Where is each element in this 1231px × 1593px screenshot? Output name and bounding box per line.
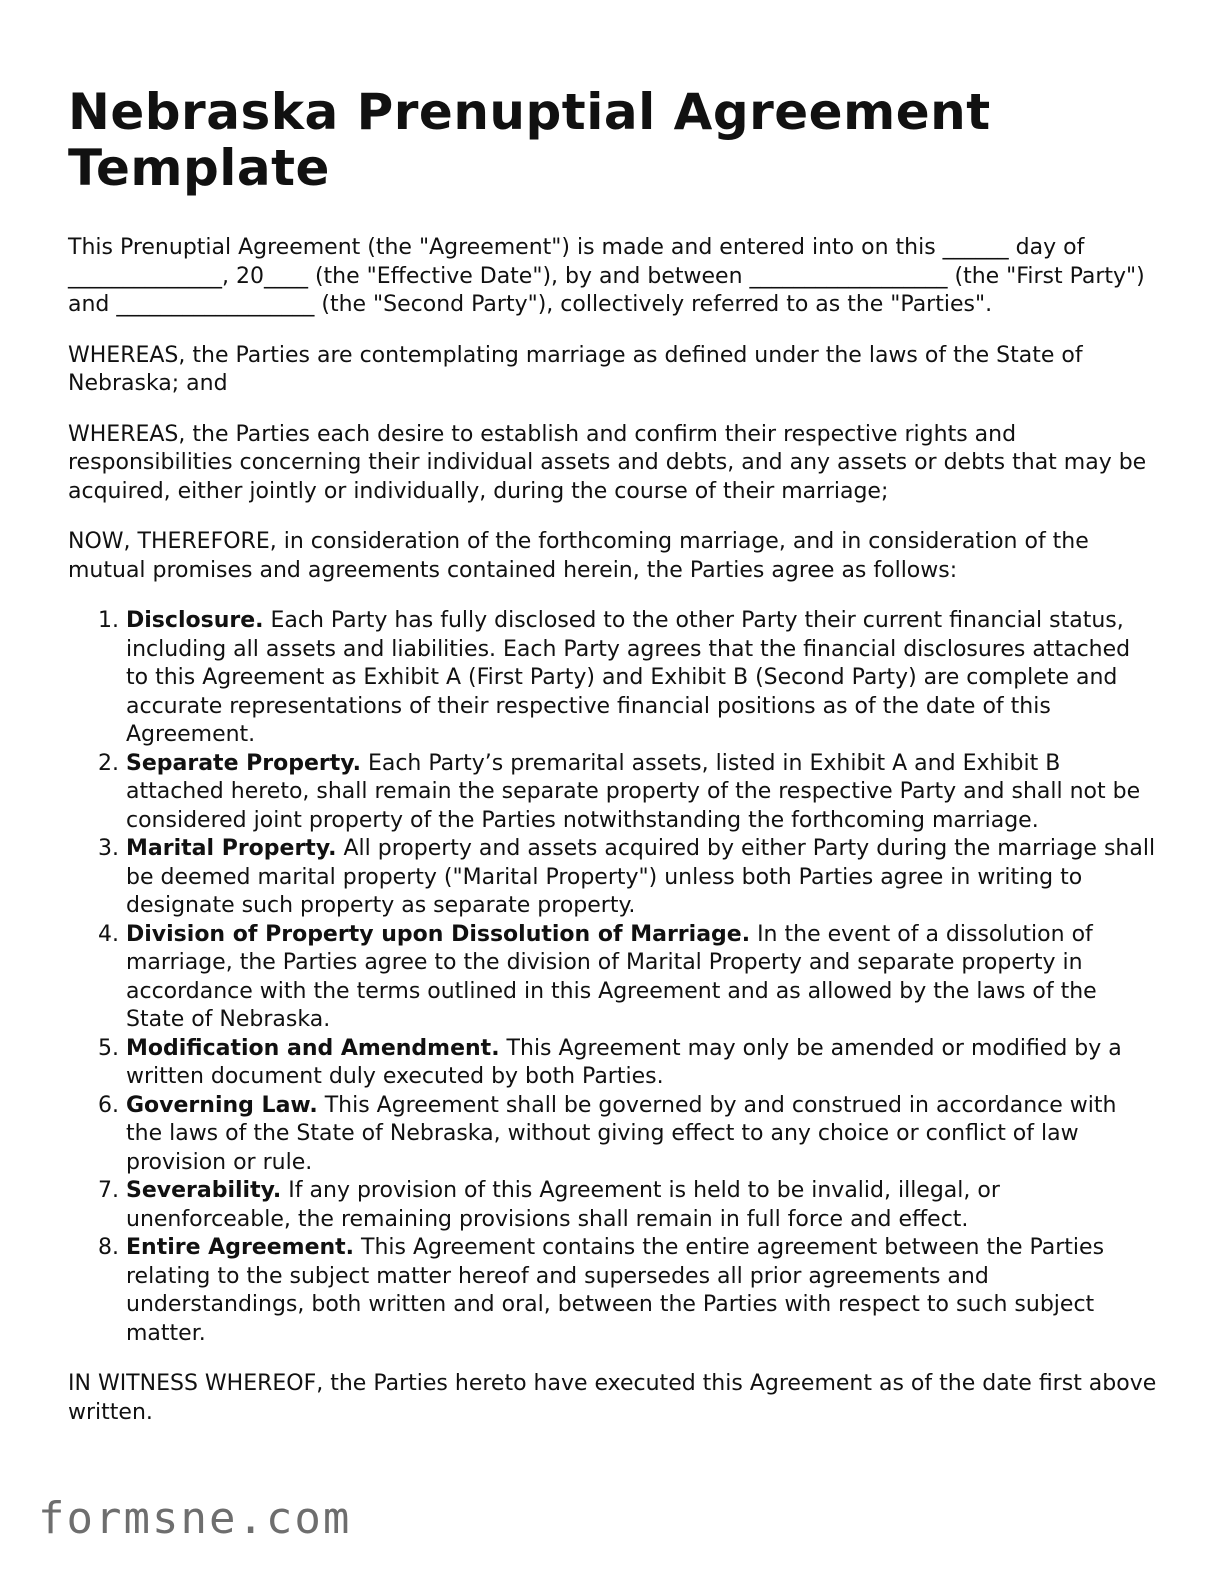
document-title: Nebraska Prenuptial Agreement Template (68, 83, 991, 197)
clause-text: In the event of a dissolution of marriage, the Parties agree to the division of Marital Property and separate property in accordance with the terms outlined in this Agreement and as allowed by the laws of the State of Nebraska. (126, 921, 1097, 1032)
clause-text: Each Party’s premarital assets, listed in Exhibit A and Exhibit B attached hereto, shall remain the separate property of the respective Party and shall not be considered joint property of the Parties notwithstanding the forthcoming marriage. (126, 750, 1141, 833)
clause-item (126, 750, 1158, 836)
clause-text: This Agreement shall be governed by and construed in accordance with the laws of the State of Nebraska, without giving effect to any choice or conflict of law provision or rule. (126, 1092, 1117, 1175)
clause-item (126, 1035, 1158, 1092)
clause-item (126, 1177, 1158, 1234)
clause-item (126, 607, 1158, 750)
clause-heading: Entire Agreement. (126, 1235, 355, 1260)
clause-text: This Agreement contains the entire agreement between the Parties relating to the subject matter hereof and supersedes all prior agreements and understandings, both written and oral, between the Parties with respect to such subject matter. (126, 1235, 1105, 1346)
clause-heading: Modification and Amendment. (126, 1035, 500, 1061)
clause-item (126, 921, 1158, 1035)
clause-item (126, 1092, 1158, 1178)
whereas-paragraph-2: WHEREAS, the Parties each desire to establish and confirm their respective rights and responsibilities concerning their individual assets and debts, and any assets or debts that may be acquired, either jointly or individually, during the course of their marriage; (68, 421, 1147, 504)
document-page (68, 84, 1158, 1449)
now-therefore-paragraph: NOW, THEREFORE, in consideration of the forthcoming marriage, and in consideration of the mutual promises and agreements contained herein, the Parties agree as follows: (68, 529, 1089, 583)
clause-text: All property and assets acquired by either Party during the marriage shall be deemed marital property ("Marital Property") unless both Parties agree in writing to designate such property as separate property. (126, 836, 1156, 918)
clause-item (126, 1234, 1158, 1348)
whereas-paragraph-1: WHEREAS, the Parties are contemplating marriage as defined under the laws of the State of Nebraska; and (68, 342, 1083, 396)
clause-heading: Separate Property. (126, 750, 361, 776)
watermark-text: formsne.com (38, 1493, 352, 1544)
clause-text: This Agreement may only be amended or modified by a written document duly executed by both Parties. (126, 1035, 1122, 1089)
clause-text: If any provision of this Agreement is held to be invalid, illegal, or unenforceable, the remaining provisions shall remain in full force and effect. (126, 1178, 1000, 1232)
clause-heading: Disclosure. (126, 608, 264, 633)
intro-paragraph: This Prenuptial Agreement (the "Agreement") is made and entered into on this ______ day of ______________, 20____ (the "Effective Date"), by and between __________________ (the "First Party") and __________________ (the "Second Party"), collectively referred to as the "Parties". (68, 235, 1145, 317)
clause-heading: Division of Property upon Dissolution of Marriage. (126, 921, 751, 947)
clause-heading: Marital Property. (126, 836, 337, 861)
clause-heading: Severability. (126, 1178, 282, 1203)
witness-paragraph: IN WITNESS WHEREOF, the Parties hereto have executed this Agreement as of the date first above written. (68, 1371, 1157, 1425)
clause-list (68, 607, 1158, 1348)
clause-heading: Governing Law. (126, 1092, 318, 1118)
clause-text: Each Party has fully disclosed to the other Party their current financial status, including all assets and liabilities. Each Party agrees that the financial disclosures attached to this Agreement as Exhibit A (First Party) and Exhibit B (Second Party) are complete and accurate representations of their respective financial positions as of the date of this Agreement. (126, 608, 1131, 747)
clause-item (126, 835, 1158, 921)
